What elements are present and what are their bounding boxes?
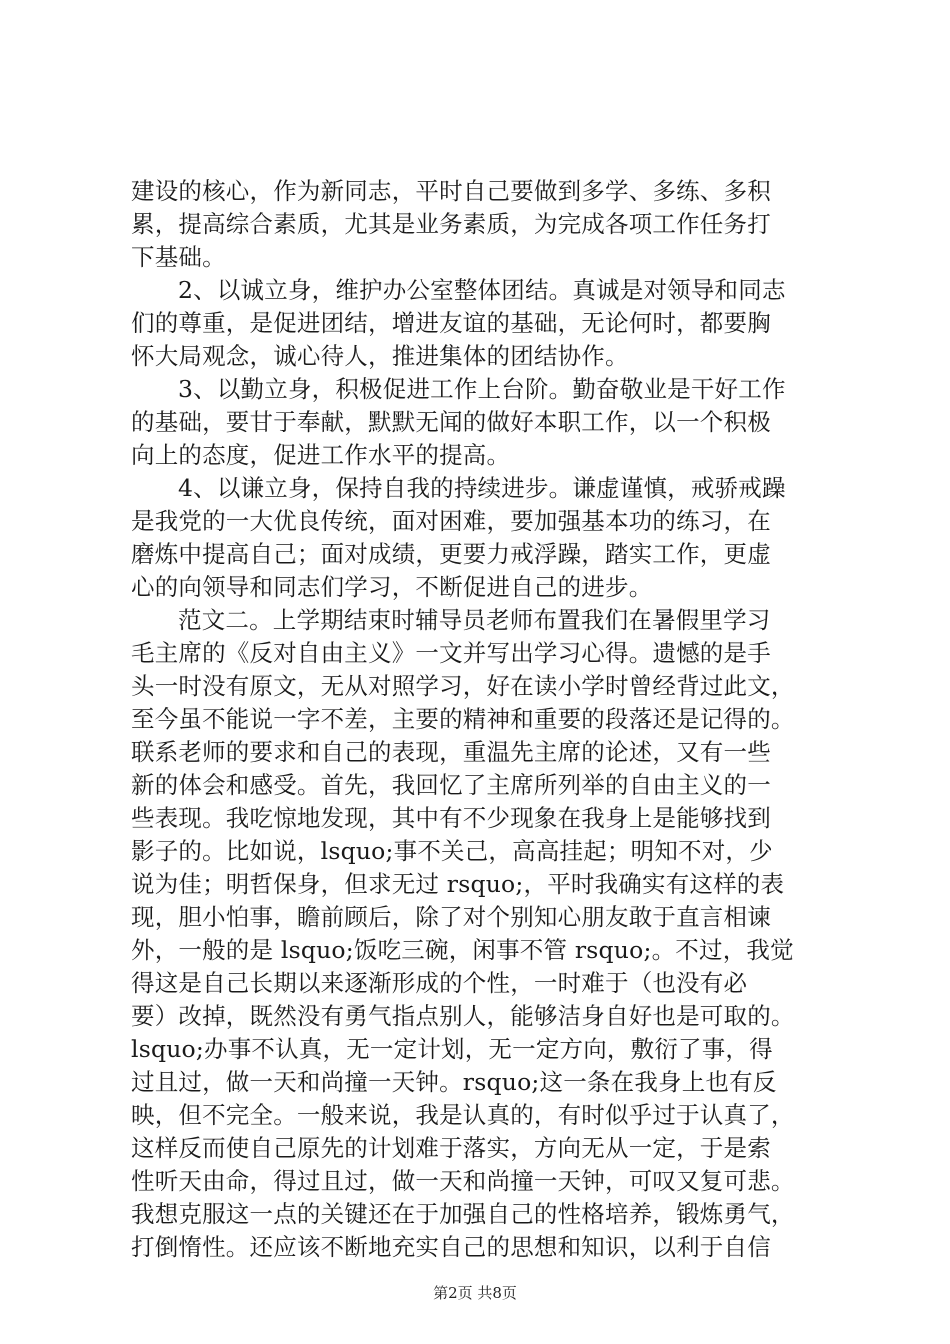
text-line-2: 累，提高综合素质，尤其是业务素质，为完成各项工作任务打: [131, 210, 771, 238]
text-line-15: 毛主席的《反对自由主义》一文并写出学习心得。遗憾的是手: [131, 639, 771, 667]
text-line-25: 得这是自己长期以来逐渐形成的个性，一时难于（也没有必: [131, 969, 748, 997]
text-line-6: 怀大局观念，诚心待人，推进集体的团结协作。: [131, 342, 629, 370]
text-line-27: lsquo;办事不认真，无一定计划，无一定方向，敷衍了事，得: [131, 1035, 773, 1063]
text-line-4: 2、以诚立身，维护办公室整体团结。真诚是对领导和同志: [178, 276, 786, 304]
text-line-23: 现，胆小怕事，瞻前顾后，除了对个别知心朋友敢于直言相谏: [131, 903, 771, 931]
text-line-3: 下基础。: [131, 243, 226, 271]
text-line-14: 范文二。上学期结束时辅导员老师布置我们在暑假里学习: [178, 606, 771, 634]
text-line-20: 些表现。我吃惊地发现，其中有不少现象在我身上是能够找到: [131, 804, 771, 832]
text-line-22: 说为佳；明哲保身，但求无过 rsquo;，平时我确实有这样的表: [131, 870, 785, 898]
text-line-30: 这样反而使自己原先的计划难于落实，方向无从一定，于是索: [131, 1134, 771, 1162]
text-line-5: 们的尊重，是促进团结，增进友谊的基础，无论何时，都要胸: [131, 309, 771, 337]
text-line-33: 打倒惰性。还应该不断地充实自己的思想和知识，以利于自信: [131, 1233, 771, 1261]
text-line-29: 映，但不完全。一般来说，我是认真的，有时似乎过于认真了，: [131, 1101, 795, 1129]
text-line-24: 外，一般的是 lsquo;饭吃三碗，闲事不管 rsquo;。不过，我觉: [131, 936, 794, 964]
text-line-11: 是我党的一大优良传统，面对困难，要加强基本功的练习，在: [131, 507, 771, 535]
text-line-21: 影子的。比如说，lsquo;事不关己，高高挂起；明知不对，少: [131, 837, 773, 865]
text-line-9: 向上的态度，促进工作水平的提高。: [131, 441, 511, 469]
text-line-32: 我想克服这一点的关键还在于加强自己的性格培养，锻炼勇气，: [131, 1200, 795, 1228]
text-line-19: 新的体会和感受。首先，我回忆了主席所列举的自由主义的一: [131, 771, 771, 799]
text-line-17: 至今虽不能说一字不差，主要的精神和重要的段落还是记得的。: [131, 705, 795, 733]
text-line-10: 4、以谦立身，保持自我的持续进步。谦虚谨慎，戒骄戒躁: [178, 474, 786, 502]
text-line-26: 要）改掉，既然没有勇气指点别人，能够洁身自好也是可取的。: [131, 1002, 795, 1030]
text-line-13: 心的向领导和同志们学习，不断促进自己的进步。: [131, 573, 653, 601]
text-line-1: 建设的核心，作为新同志，平时自己要做到多学、多练、多积: [131, 177, 771, 205]
text-line-28: 过且过，做一天和尚撞一天钟。rsquo;这一条在我身上也有反: [131, 1068, 777, 1096]
text-line-12: 磨炼中提高自己；面对成绩，更要力戒浮躁，踏实工作，更虚: [131, 540, 771, 568]
text-line-7: 3、以勤立身，积极促进工作上台阶。勤奋敬业是干好工作: [178, 375, 786, 403]
text-line-18: 联系老师的要求和自己的表现，重温先主席的论述，又有一些: [131, 738, 771, 766]
text-line-8: 的基础，要甘于奉献，默默无闻的做好本职工作，以一个积极: [131, 408, 771, 436]
text-line-31: 性听天由命，得过且过，做一天和尚撞一天钟，可叹又复可悲。: [131, 1167, 795, 1195]
page-number-footer: 第2页 共8页: [433, 1284, 517, 1302]
text-line-16: 头一时没有原文，无从对照学习，好在读小学时曾经背过此文，: [131, 672, 795, 700]
